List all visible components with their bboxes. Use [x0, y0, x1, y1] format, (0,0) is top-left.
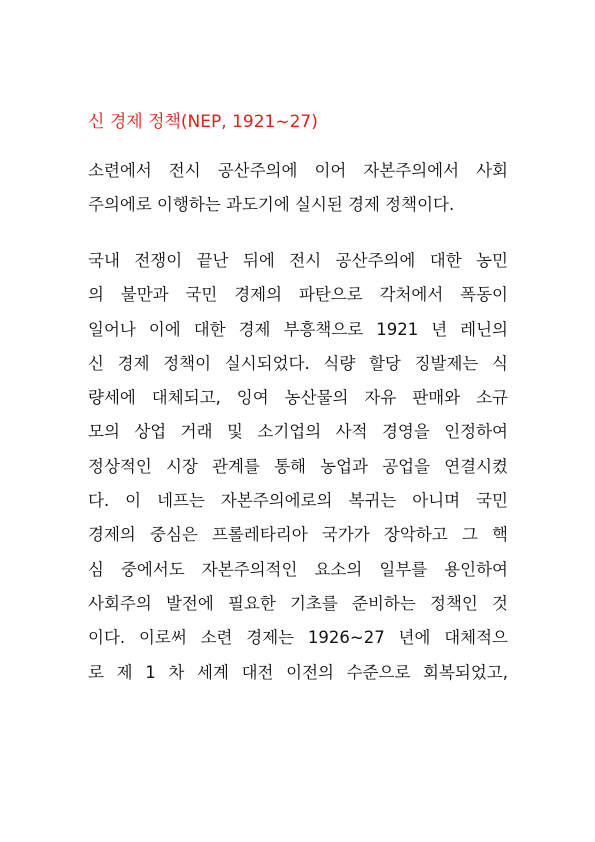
intro-line: 소련에서 전시 공산주의에 이어 자본주의에서 사회 [88, 161, 508, 180]
body-line: 일어나 이에 대한 경제 부흥책으로 1921 년 레닌의 [88, 319, 508, 339]
body-line: 국내 전쟁이 끝난 뒤에 전시 공산주의에 대한 농민 [88, 251, 508, 270]
body-line: 다. 이 네프는 자본주의에로의 복귀는 아니며 국민 [88, 491, 508, 511]
body-line: 이다. 이로써 소련 경제는 1926~27 년에 대체적으 [88, 628, 508, 648]
body-line: 사회주의 발전에 필요한 기초를 준비하는 정책인 것 [88, 593, 508, 613]
body-line: 량세에 대체되고, 잉여 농산물의 자유 판매와 소규 [88, 388, 508, 408]
body-paragraph [88, 250, 508, 696]
body-line: 신 경제 정책이 실시되었다. 식량 할당 징발제는 식 [88, 353, 508, 373]
body-line: 모의 상업 거래 및 소기업의 사적 경영을 인정하여 [88, 422, 508, 442]
body-line: 로 제 1 차 세계 대전 이전의 수준으로 회복되었고, [88, 662, 508, 682]
body-line: 경제의 중심은 프롤레타리아 국가가 장악하고 그 핵 [88, 525, 508, 545]
body-line: 의 불만과 국민 경제의 파탄으로 각처에서 폭동이 [88, 285, 508, 305]
body-line: 심 중에서도 자본주의적인 요소의 일부를 용인하여 [88, 559, 508, 579]
body-line: 정상적인 시장 관계를 통해 농업과 공업을 연결시켰 [88, 456, 508, 476]
intro-paragraph [88, 160, 508, 229]
section-title: 신 경제 정책(NEP, 1921~27) [88, 112, 318, 132]
intro-line: 주의에로 이행하는 과도기에 실시된 경제 정책이다. [88, 195, 455, 215]
